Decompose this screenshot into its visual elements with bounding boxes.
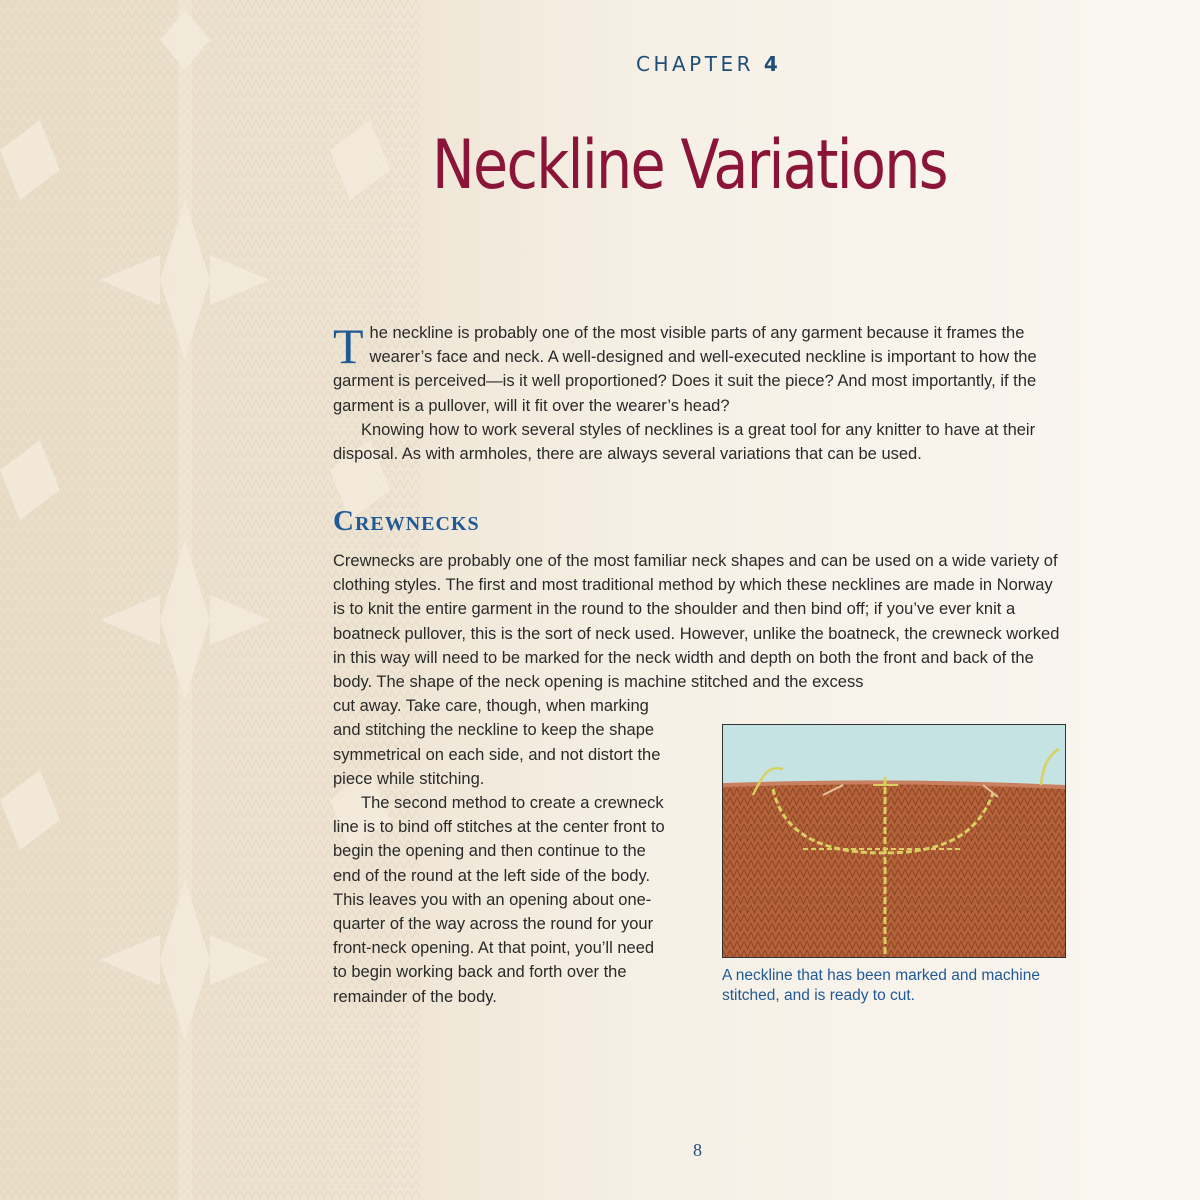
intro-text xyxy=(333,318,1065,466)
chapter-word: CHAPTER xyxy=(636,52,754,76)
figure-caption: A neckline that has been marked and machine stitched, and is ready to cut. xyxy=(722,967,1040,1004)
intro-paragraph-2: Knowing how to work several styles of necklines is a great tool for any knitter to have at their disposal. As with armholes, there are always several variations that can be used. xyxy=(333,420,1036,464)
section-paragraph-1-continued: cut away. Take care, though, when marking and stitching the neckline to keep the shape symmetrical on each side, and not distort the piece while stitching. xyxy=(333,697,661,788)
page-title: Neckline Variations xyxy=(432,126,947,205)
knitted-neckline-image xyxy=(723,725,1065,957)
intro-paragraph-1-text: he neckline is probably one of the most visible parts of any garment because it frames the wearer’s face and neck. A well-designed and well-executed neckline is important to how the garment is perceived—is it well proportioned? Does it suit the piece? And most importantly, if the garment is a pullover, will it fit over the wearer’s head? xyxy=(333,324,1037,415)
section-paragraph-1: Crewnecks are probably one of the most familiar neck shapes and can be used on a wide variety of clothing styles. The first and most traditional method by which these necklines are made in Norway is to knit the entire garment in the round to the shoulder and then bind off; if you’ve ever knit a boatneck pullover, this is the sort of neck used. However, unlike the boatneck, the crewneck worked in this way will need to be marked for the neck width and depth on both the front and back of the body. The shape of the neck opening is machine stitched and the excess xyxy=(333,552,1060,692)
chapter-label xyxy=(636,52,781,76)
narrow-column xyxy=(333,694,668,1009)
section-paragraph-2: The second method to create a crewneck line is to bind off stitches at the center front to begin the opening and then continue to the end of the round at the left side of the body. This leaves you with an opening about one-quarter of the way across the round for your front-neck opening. At that point, you’ll need to begin working back and forth over the remainder of the body. xyxy=(333,794,665,1006)
chapter-number: 4 xyxy=(763,52,782,76)
drop-cap: T xyxy=(333,318,364,374)
neckline-photo xyxy=(722,724,1066,958)
intro-paragraph-1 xyxy=(333,318,1065,418)
section-heading: Crewnecks xyxy=(333,505,480,537)
page-number: 8 xyxy=(693,1140,702,1160)
